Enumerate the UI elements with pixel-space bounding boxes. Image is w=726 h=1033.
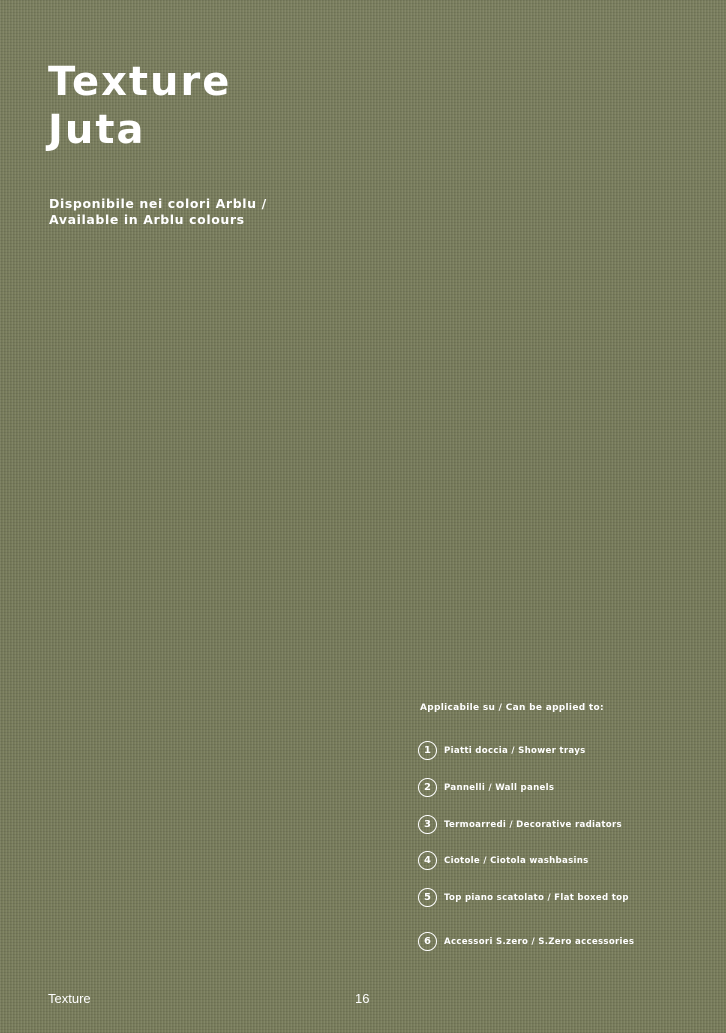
number-badge: 2 [418,778,437,797]
number-badge: 5 [418,888,437,907]
applied-item-radiators [418,815,622,834]
number-badge: 3 [418,815,437,834]
applied-item-boxed-top [418,888,629,907]
applied-item-label: Termoarredi / Decorative radiators [444,819,622,830]
number-badge: 4 [418,851,437,870]
applied-item-label: Top piano scatolato / Flat boxed top [444,892,629,903]
number-badge: 6 [418,932,437,951]
applied-item-label: Pannelli / Wall panels [444,782,555,793]
number-badge: 1 [418,741,437,760]
availability-note-it: Disponibile nei colori Arblu / [49,196,267,211]
title-line-1: Texture [48,59,232,105]
applied-item-accessories [418,932,634,951]
page-title [48,58,231,154]
applied-item-wall-panels [418,778,554,797]
page-number: 16 [355,991,370,1006]
applied-item-shower-trays [418,741,586,760]
availability-note-en: Available in Arblu colours [49,212,245,227]
applied-item-label: Piatti doccia / Shower trays [444,745,586,756]
applied-item-label: Accessori S.zero / S.Zero accessories [444,936,635,947]
applied-item-washbasins [418,851,589,870]
title-line-2: Juta [48,107,146,153]
footer-section-label: Texture [48,991,91,1006]
applied-heading: Applicabile su / Can be applied to: [420,703,604,713]
applied-item-label: Ciotole / Ciotola washbasins [444,855,589,866]
availability-note [49,196,267,228]
